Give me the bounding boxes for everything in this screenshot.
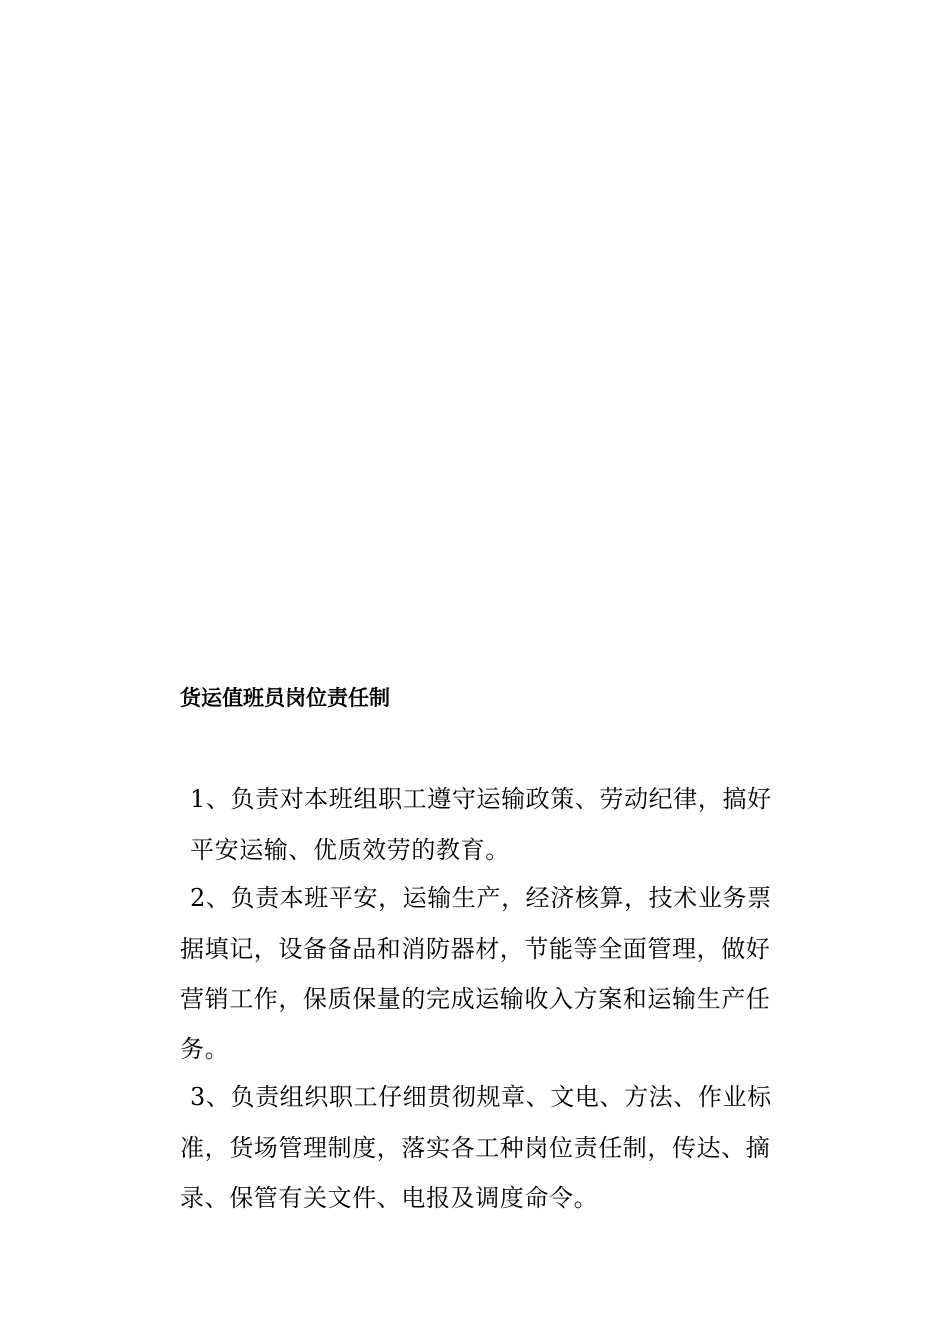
paragraph-2-line-2: 据填记，设备备品和消防器材，节能等全面管理，做好 bbox=[180, 935, 771, 963]
paragraph-2-line-1: 2、负责本班平安，运输生产，经济核算，技术业务票 bbox=[190, 884, 772, 912]
paragraph-3-line-1: 3、负责组织职工仔细贯彻规章、文电、方法、作业标 bbox=[190, 1083, 772, 1111]
paragraph-1-line-1: 1、负责对本班组职工遵守运输政策、劳动纪律，搞好 bbox=[190, 785, 772, 813]
paragraph-3-line-3: 录、保管有关文件、电报及调度命令。 bbox=[180, 1184, 599, 1212]
paragraph-3-line-2: 准，货场管理制度，落实各工种岗位责任制，传达、摘 bbox=[180, 1134, 771, 1162]
document-title: 货运值班员岗位责任制 bbox=[180, 686, 390, 710]
paragraph-2-line-3: 营销工作，保质保量的完成运输收入方案和运输生产任 bbox=[180, 985, 771, 1013]
paragraph-2-line-4: 务。 bbox=[180, 1035, 230, 1063]
paragraph-1-line-2: 平安运输、优质效劳的教育。 bbox=[190, 836, 510, 864]
